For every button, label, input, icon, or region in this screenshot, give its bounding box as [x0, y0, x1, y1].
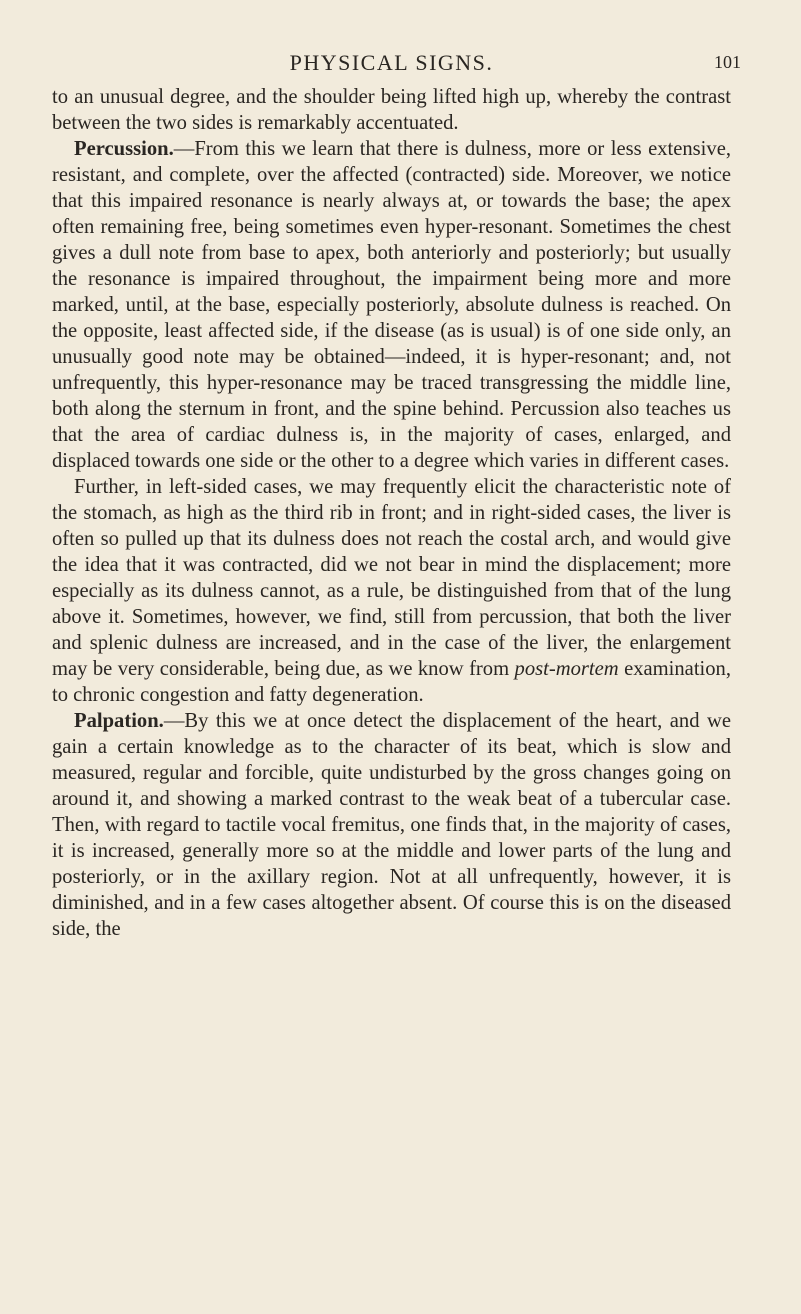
run-in-heading-percussion: Percussion. — [74, 138, 174, 160]
paragraph-text: examination, to chronic congestion and fatty degeneration. — [52, 658, 732, 706]
running-head — [52, 50, 741, 84]
paragraph-text: to an unusual degree, and the shoulder being lifted high up, whereby the contrast between the two sides is remarkably accentuated. — [52, 86, 731, 134]
paragraph-percussion — [52, 136, 731, 474]
paragraph-text: —From this we learn that there is dulness, more or less extensive, resistant, and complete, over the affected (contracted) side. Moreover, we notice that this impaired resonance is nearly always at, or towards the base; the apex often remaining free, being sometimes even hyper-resonant. Sometimes the chest gives a dull note from base to apex, both anteriorly and posteriorly; but usually the resonance is impaired throughout, the impairment being more and more marked, until, at the base, especially posteriorly, absolute dulness is reached. On the opposite, least affected side, if the disease (as is usual) is of one side only, an unusually good note may be obtained—indeed, it is hyper-resonant; and, not unfrequently, this hyper-resonance may be traced transgressing the middle line, both along the sternum in front, and the spine behind. Percussion also teaches us that the area of cardiac dulness is, in the majority of cases, enlarged, and displaced towards one side or the other to a degree which varies in different cases. — [52, 138, 731, 472]
running-title: PHYSICAL SIGNS. — [289, 50, 494, 75]
paragraph-text: —By this we at once detect the displacement of the heart, and we gain a certain knowledge as to the character of its beat, which is slow and measured, regular and forcible, quite undisturbed by the gross changes going on around it, and showing a marked contrast to the weak beat of a tubercular case. Then, with regard to tactile vocal fremitus, one finds that, in the majority of cases, it is increased, generally more so at the middle and lower parts of the lung and posteriorly, or in the axillary region. Not at all unfrequently, however, it is diminished, and in a few cases altogether absent. Of course this is on the diseased side, the — [52, 710, 731, 940]
paragraph-palpation — [52, 708, 731, 942]
body-text — [52, 84, 731, 942]
paragraph-further — [52, 474, 731, 708]
paragraph-text: Further, in left-sided cases, we may frequently elicit the characteristic note of the stomach, as high as the third rib in front; and in right-sided cases, the liver is often so pulled up that its dulness does not reach the costal arch, and would give the idea that it was contracted, did we not bear in mind the displacement; more especially as its dulness cannot, as a rule, be distinguished from that of the lung above it. Sometimes, however, we find, still from percussion, that both the liver and splenic dulness are increased, and in the case of the liver, the enlargement may be very considerable, being due, as we know from — [52, 476, 731, 680]
run-in-heading-palpation: Palpation. — [74, 710, 164, 732]
page-number: 101 — [714, 52, 741, 72]
italic-term: post-mortem — [514, 658, 619, 680]
paragraph-continued — [52, 84, 731, 136]
